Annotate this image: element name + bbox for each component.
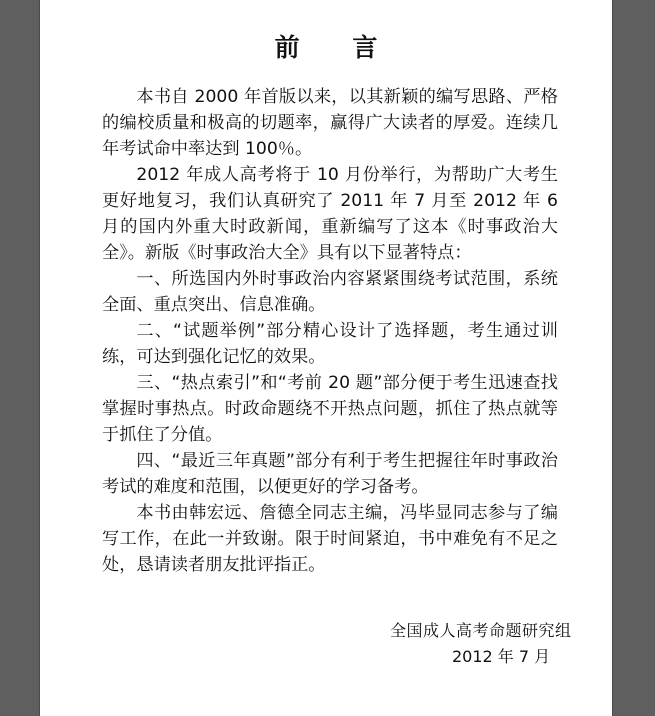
paragraph-6: 四、“最近三年真题”部分有利于考生把握往年时事政治考试的难度和范围，以便更好的学习备考。 (102, 451, 558, 497)
paragraph-2: 2012 年成人高考将于 10 月份举行，为帮助广大考生更好地复习，我们认真研究了 2011 年 7 月至 2012 年 6 月的国内外重大时政新闻，重新编写了这本《时事政治大全》。新版《时事政治大全》具有以下显著特点： (102, 165, 558, 263)
preface-body (102, 84, 558, 578)
page-title: 前 言 (274, 33, 400, 62)
paragraph-1: 本书自 2000 年首版以来，以其新颖的编写思路、严格的编校质量和极高的切题率，赢得广大读者的厚爱。连续几年考试命中率达到 100％。 (102, 87, 558, 159)
document-page (39, 0, 613, 716)
paragraph-7: 本书由韩宏远、詹德全同志主编，冯毕显同志参与了编写工作，在此一并致谢。限于时间紧迫，书中难免有不足之处，恳请读者朋友批评指正。 (102, 503, 558, 575)
paragraph-4: 二、“试题举例”部分精心设计了选择题，考生通过训练，可达到强化记忆的效果。 (102, 321, 558, 367)
signature-org: 全国成人高考命题研究组 (390, 621, 572, 640)
paragraph-3: 一、所选国内外时事政治内容紧紧围绕考试范围，系统全面、重点突出、信息准确。 (102, 269, 558, 315)
signature-date: 2012 年 7 月 (452, 647, 551, 666)
paragraph-5: 三、“热点索引”和“考前 20 题”部分便于考生迅速查找掌握时事热点。时政命题绕不开热点问题，抓住了热点就等于抓住了分值。 (102, 373, 558, 445)
